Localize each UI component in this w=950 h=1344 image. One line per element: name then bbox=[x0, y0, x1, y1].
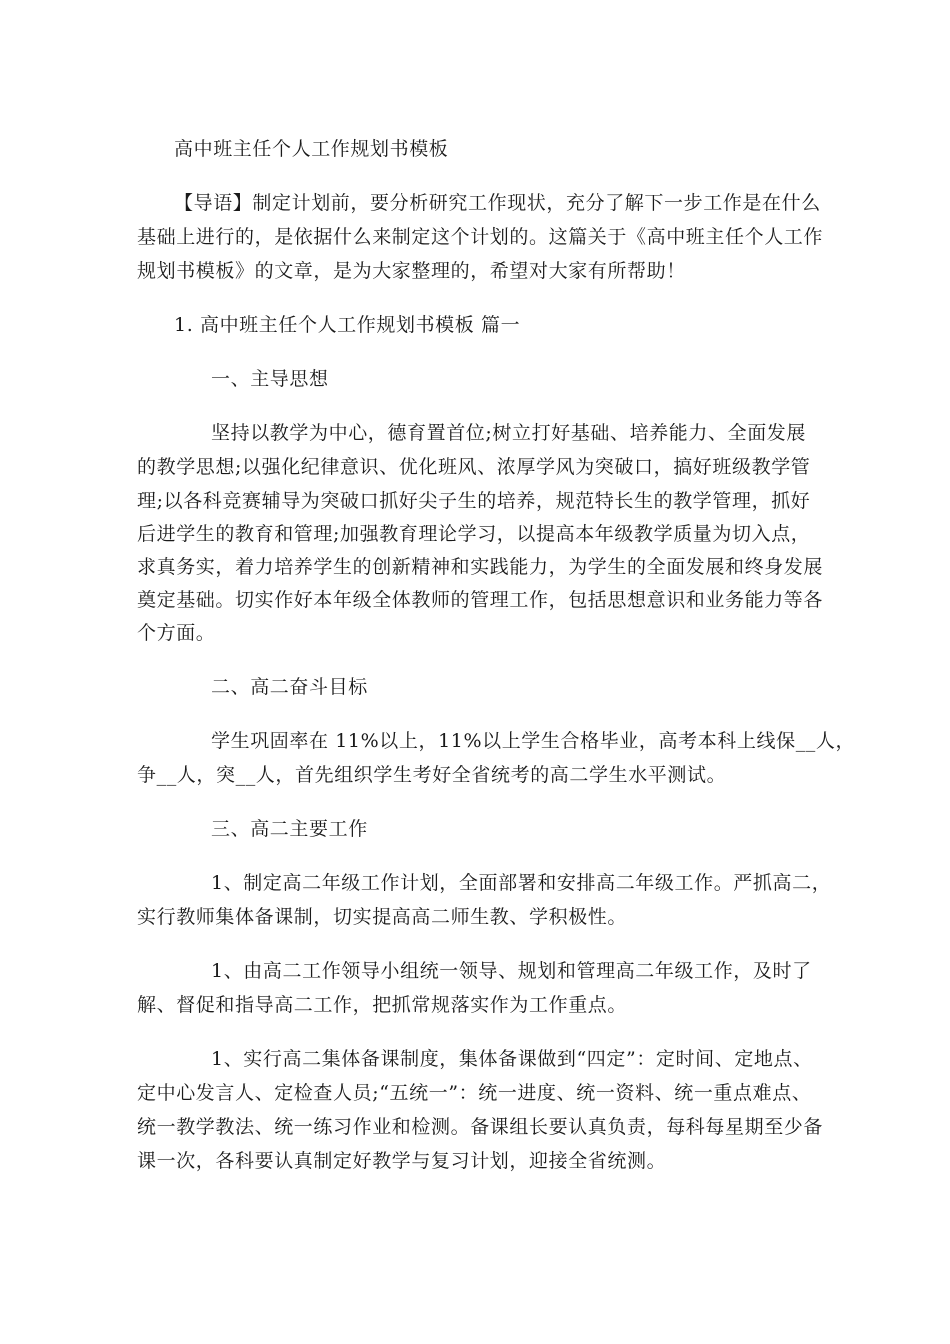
part1-heading: 一、主导思想 bbox=[211, 368, 329, 390]
part3-heading: 三、高二主要工作 bbox=[211, 818, 368, 840]
intro-line: 基础上进行的，是依据什么来制定这个计划的。这篇关于《高中班主任个人工作 bbox=[137, 226, 824, 248]
part3-p3-line: 1、实行高二集体备课制度，集体备课做到“四定”：定时间、定地点、 bbox=[211, 1048, 813, 1070]
part3-p1-line: 1、制定高二年级工作计划，全面部署和安排高二年级工作。严抓高二， bbox=[211, 872, 832, 894]
intro-line: 【导语】制定计划前，要分析研究工作现状，充分了解下一步工作是在什么 bbox=[174, 192, 821, 214]
part3-p3-line: 定中心发言人、定检查人员;“五统一”：统一进度、统一资料、统一重点难点、 bbox=[137, 1082, 812, 1104]
part1-line: 求真务实，着力培养学生的创新精神和实践能力，为学生的全面发展和终身发展 bbox=[137, 556, 824, 578]
part1-line: 坚持以教学为中心，德育置首位;树立打好基础、培养能力、全面发展 bbox=[211, 422, 807, 444]
part3-p2-line: 解、督促和指导高二工作，把抓常规落实作为工作重点。 bbox=[137, 994, 628, 1016]
part1-line: 后进学生的教育和管理;加强教育理论学习，以提高本年级教学质量为切入点， bbox=[137, 523, 811, 545]
part3-p2-line: 1、由高二工作领导小组统一领导、规划和管理高二年级工作，及时了 bbox=[211, 960, 812, 982]
document-title: 高中班主任个人工作规划书模板 bbox=[174, 138, 449, 160]
part2-heading: 二、高二奋斗目标 bbox=[211, 676, 368, 698]
part1-line: 的教学思想;以强化纪律意识、优化班风、浓厚学风为突破口，搞好班级教学管 bbox=[137, 456, 811, 478]
part1-line: 奠定基础。切实作好本年级全体教师的管理工作，包括思想意识和业务能力等各 bbox=[137, 589, 824, 611]
part2-line: 争__人，突__人，首先组织学生考好全省统考的高二学生水平测试。 bbox=[137, 764, 727, 786]
section-heading: 1. 高中班主任个人工作规划书模板 篇一 bbox=[174, 314, 521, 336]
part3-p3-line: 课一次，各科要认真制定好教学与复习计划，迎接全省统测。 bbox=[137, 1150, 667, 1172]
part1-line: 理;以各科竞赛辅导为突破口抓好尖子生的培养，规范特长生的教学管理，抓好 bbox=[137, 490, 811, 512]
intro-line: 规划书模板》的文章，是为大家整理的，希望对大家有所帮助！ bbox=[137, 260, 686, 282]
part3-p1-line: 实行教师集体备课制，切实提高高二师生教、学积极性。 bbox=[137, 906, 628, 928]
part3-p3-line: 统一教学教法、统一练习作业和检测。备课组长要认真负责，每科每星期至少备 bbox=[137, 1116, 824, 1138]
part2-line: 学生巩固率在 11%以上，11%以上学生合格毕业，高考本科上线保__人， bbox=[211, 730, 856, 752]
part1-line: 个方面。 bbox=[137, 622, 216, 644]
